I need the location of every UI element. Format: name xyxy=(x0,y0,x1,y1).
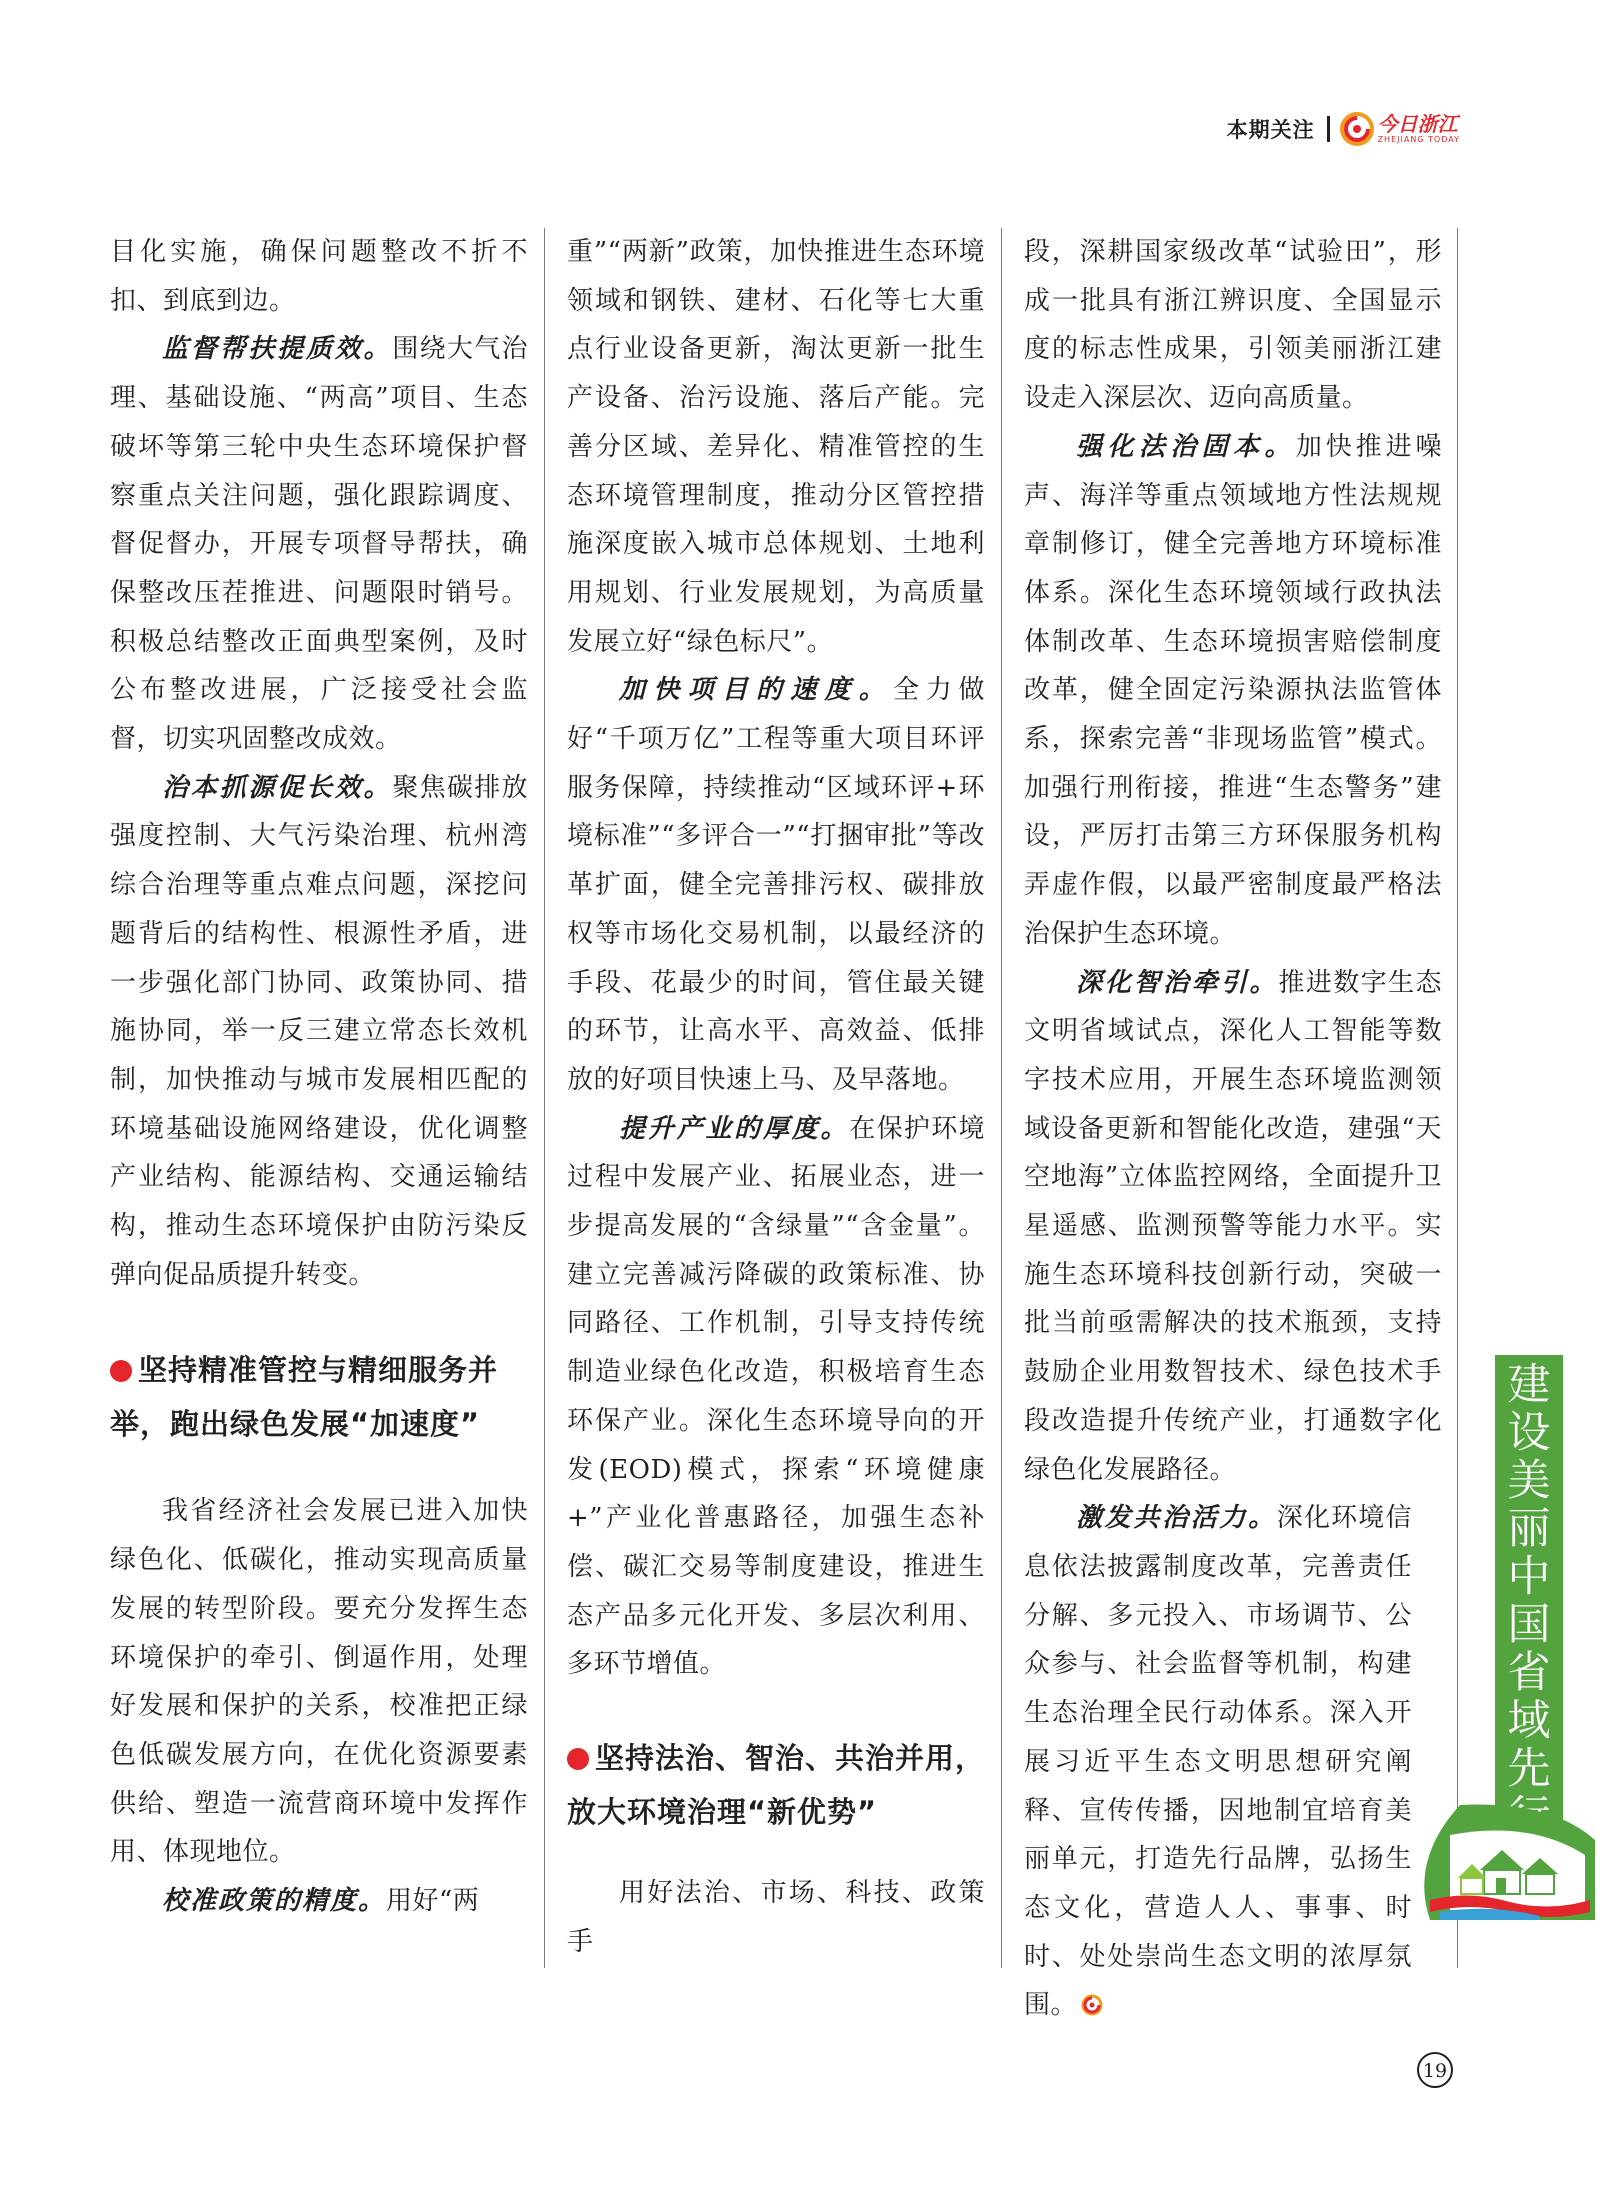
section-heading: 坚持精准管控与精细服务并举，跑出绿色发展“加速度” xyxy=(110,1353,499,1442)
paragraph xyxy=(110,325,528,763)
section-heading: 坚持法治、智治、共治并用，放大环境治理“新优势” xyxy=(567,1741,986,1830)
paragraph xyxy=(567,1105,985,1689)
side-banner-text: 建设美丽中国省域先 xyxy=(1507,1360,1551,1794)
page-header xyxy=(1227,112,1460,146)
paragraph-body: 用好“两 xyxy=(386,1886,480,1917)
paragraph: 我省经济社会发展已进入加快绿色化、低碳化，推动实现高质量发展的转型阶段。要充分发挥生态环境保护的牵引、倒逼作用，处理好发展和保护的关系，校准把正绿色低碳发展方向，在优化资源要素供给、塑造一流营商环境中发挥作用、体现地位。 xyxy=(110,1496,528,1868)
paragraph-lead: 加快项目的速度。 xyxy=(619,675,893,706)
paragraph-lead: 激发共治活力。 xyxy=(1076,1503,1277,1534)
paragraph xyxy=(567,666,985,1104)
svg-text:19: 19 xyxy=(1422,2060,1448,2082)
paragraph-body: 在保护环境过程中发展产业、拓展业态，进一步提高发展的“含绿量”“含金量”。建立完善减污降碳的政策标准、协同路径、工作机制，引导支持传统制造业绿色化改造，积极培育生态环保产业。深化生态环境导向的开发(EOD)模式，探索“环境健康+”产业化普惠路径，加强生态补偿、碳汇交易等制度建设，推进生态产品多元化开发、多层次利用、多环节增值。 xyxy=(567,1113,985,1680)
bullet-dot-icon xyxy=(110,1360,132,1382)
column-rule xyxy=(1457,228,1458,1968)
paragraph-body: 深化环境信息依法披露制度改革，完善责任分解、多元投入、市场调节、公众参与、社会监督等机制，构建生态治理全民行动体系。深入开展习近平生态文明思想研究阐释、宣传传播，因地制宜培育美丽单元，打造先行品牌，弘扬生态文化，营造人人、事事、时时、处处崇尚生态文明的浓厚氛围。 xyxy=(1024,1503,1412,2021)
side-banner xyxy=(1495,1355,1563,1845)
paragraph-body: 围绕大气治理、基础设施、“两高”项目、生态破坏等第三轮中央生态环境保护督察重点关注问题，强化跟踪调度、督促督办，开展专项督导帮扶，确保整改压茬推进、问题限时销号。积极总结整改正面典型案例，及时公布整改进展，广泛接受社会监督，切实巩固整改成效。 xyxy=(110,334,528,755)
end-mark-icon xyxy=(1081,1994,1103,2016)
paragraph xyxy=(1024,959,1442,1495)
magazine-logo xyxy=(1340,112,1460,146)
paragraph xyxy=(1024,1494,1442,2030)
paragraph-lead: 校准政策的精度。 xyxy=(162,1886,387,1917)
paragraph-body: 推进数字生态文明省域试点，深化人工智能等数字技术应用，开展生态环境监测领域设备更新和智能化改造，建强“天空地海”立体监控网络，全面提升卫星遥感、监测预警等能力水平。实施生态环境科技创新行动，突破一批当前亟需解决的技术瓶颈，支持鼓励企业用数智技术、绿色技术手段改造提升传统产业，打通数字化绿色化发展路径。 xyxy=(1024,967,1442,1485)
article-column-3 xyxy=(1024,228,1442,2030)
paragraph-body: 加快推进噪声、海洋等重点领域地方性法规规章制修订，健全完善地方环境标准体系。深化生态环境领域行政执法体制改革、生态环境损害赔偿制度改革，健全固定污染源执法监管体系，探索完善“非现场监管”模式。加强行刑衔接，推进“生态警务”建设，严厉打击第三方环保服务机构弄虚作假，以最严密制度最严格法治保护生态环境。 xyxy=(1024,431,1442,949)
logo-english-name: ZHEJIANG TODAY xyxy=(1377,135,1460,144)
article-column-1 xyxy=(110,228,528,1926)
paragraph: 目化实施，确保问题整改不折不扣、到底到边。 xyxy=(110,237,528,316)
bullet-dot-icon xyxy=(567,1748,589,1770)
paragraph-lead: 监督帮扶提质效。 xyxy=(162,334,393,365)
paragraph-body: 聚焦碳排放强度控制、大气污染治理、杭州湾综合治理等重点难点问题，深挖问题背后的结构性、根源性矛盾，进一步强化部门协同、政策协同、措施协同，举一反三建立常态长效机制，加快推动与城市发展相匹配的环境基础设施网络建设，优化调整产业结构、能源结构、交通运输结构，推动生态环境保护由防污染反弹向促品质提升转变。 xyxy=(110,772,528,1290)
column-rule xyxy=(544,228,545,1968)
header-divider xyxy=(1327,116,1330,142)
paragraph-lead: 强化法治固本。 xyxy=(1076,431,1296,462)
paragraph xyxy=(110,1877,528,1926)
paragraph-body: 全力做好“千项万亿”工程等重大项目环评服务保障，持续推动“区域环评+环境标准”“多评合一”“打捆审批”等改革扩面，健全完善排污权、碳排放权等市场化交易机制，以最经济的手段、花最少的时间，管住最关键的环节，让高水平、高效益、低排放的好项目快速上马、及早落地。 xyxy=(567,675,985,1095)
column-rule xyxy=(1001,228,1002,1968)
paragraph-lead: 深化智治牵引。 xyxy=(1076,967,1279,998)
paragraph xyxy=(110,764,528,1300)
page-number xyxy=(1415,2050,1455,2090)
article-column-2 xyxy=(567,228,985,1967)
paragraph: 用好法治、市场、科技、政策手 xyxy=(567,1878,985,1957)
paragraph: 段，深耕国家级改革“试验田”，形成一批具有浙江辨识度、全国显示度的标志性成果，引领美丽浙江建设走入深层次、迈向高质量。 xyxy=(1024,237,1442,414)
paragraph xyxy=(1024,423,1442,959)
logo-chinese-name: 今日浙江 xyxy=(1377,112,1458,136)
paragraph: 重”“两新”政策，加快推进生态环境领域和钢铁、建材、石化等七大重点行业设备更新，淘汰更新一批生产设备、治污设施、落后产能。完善分区域、差异化、精准管控的生态环境管理制度，推动分区管控措施深度嵌入城市总体规划、土地利用规划、行业发展规划，为高质量发展立好“绿色标尺”。 xyxy=(567,237,985,657)
paragraph-lead: 治本抓源促长效。 xyxy=(162,772,393,803)
logo-swirl-icon xyxy=(1340,112,1374,146)
section-title: 本期关注 xyxy=(1226,118,1315,142)
house-illustration-icon xyxy=(1410,1800,1600,1920)
paragraph-lead: 提升产业的厚度。 xyxy=(619,1113,850,1144)
